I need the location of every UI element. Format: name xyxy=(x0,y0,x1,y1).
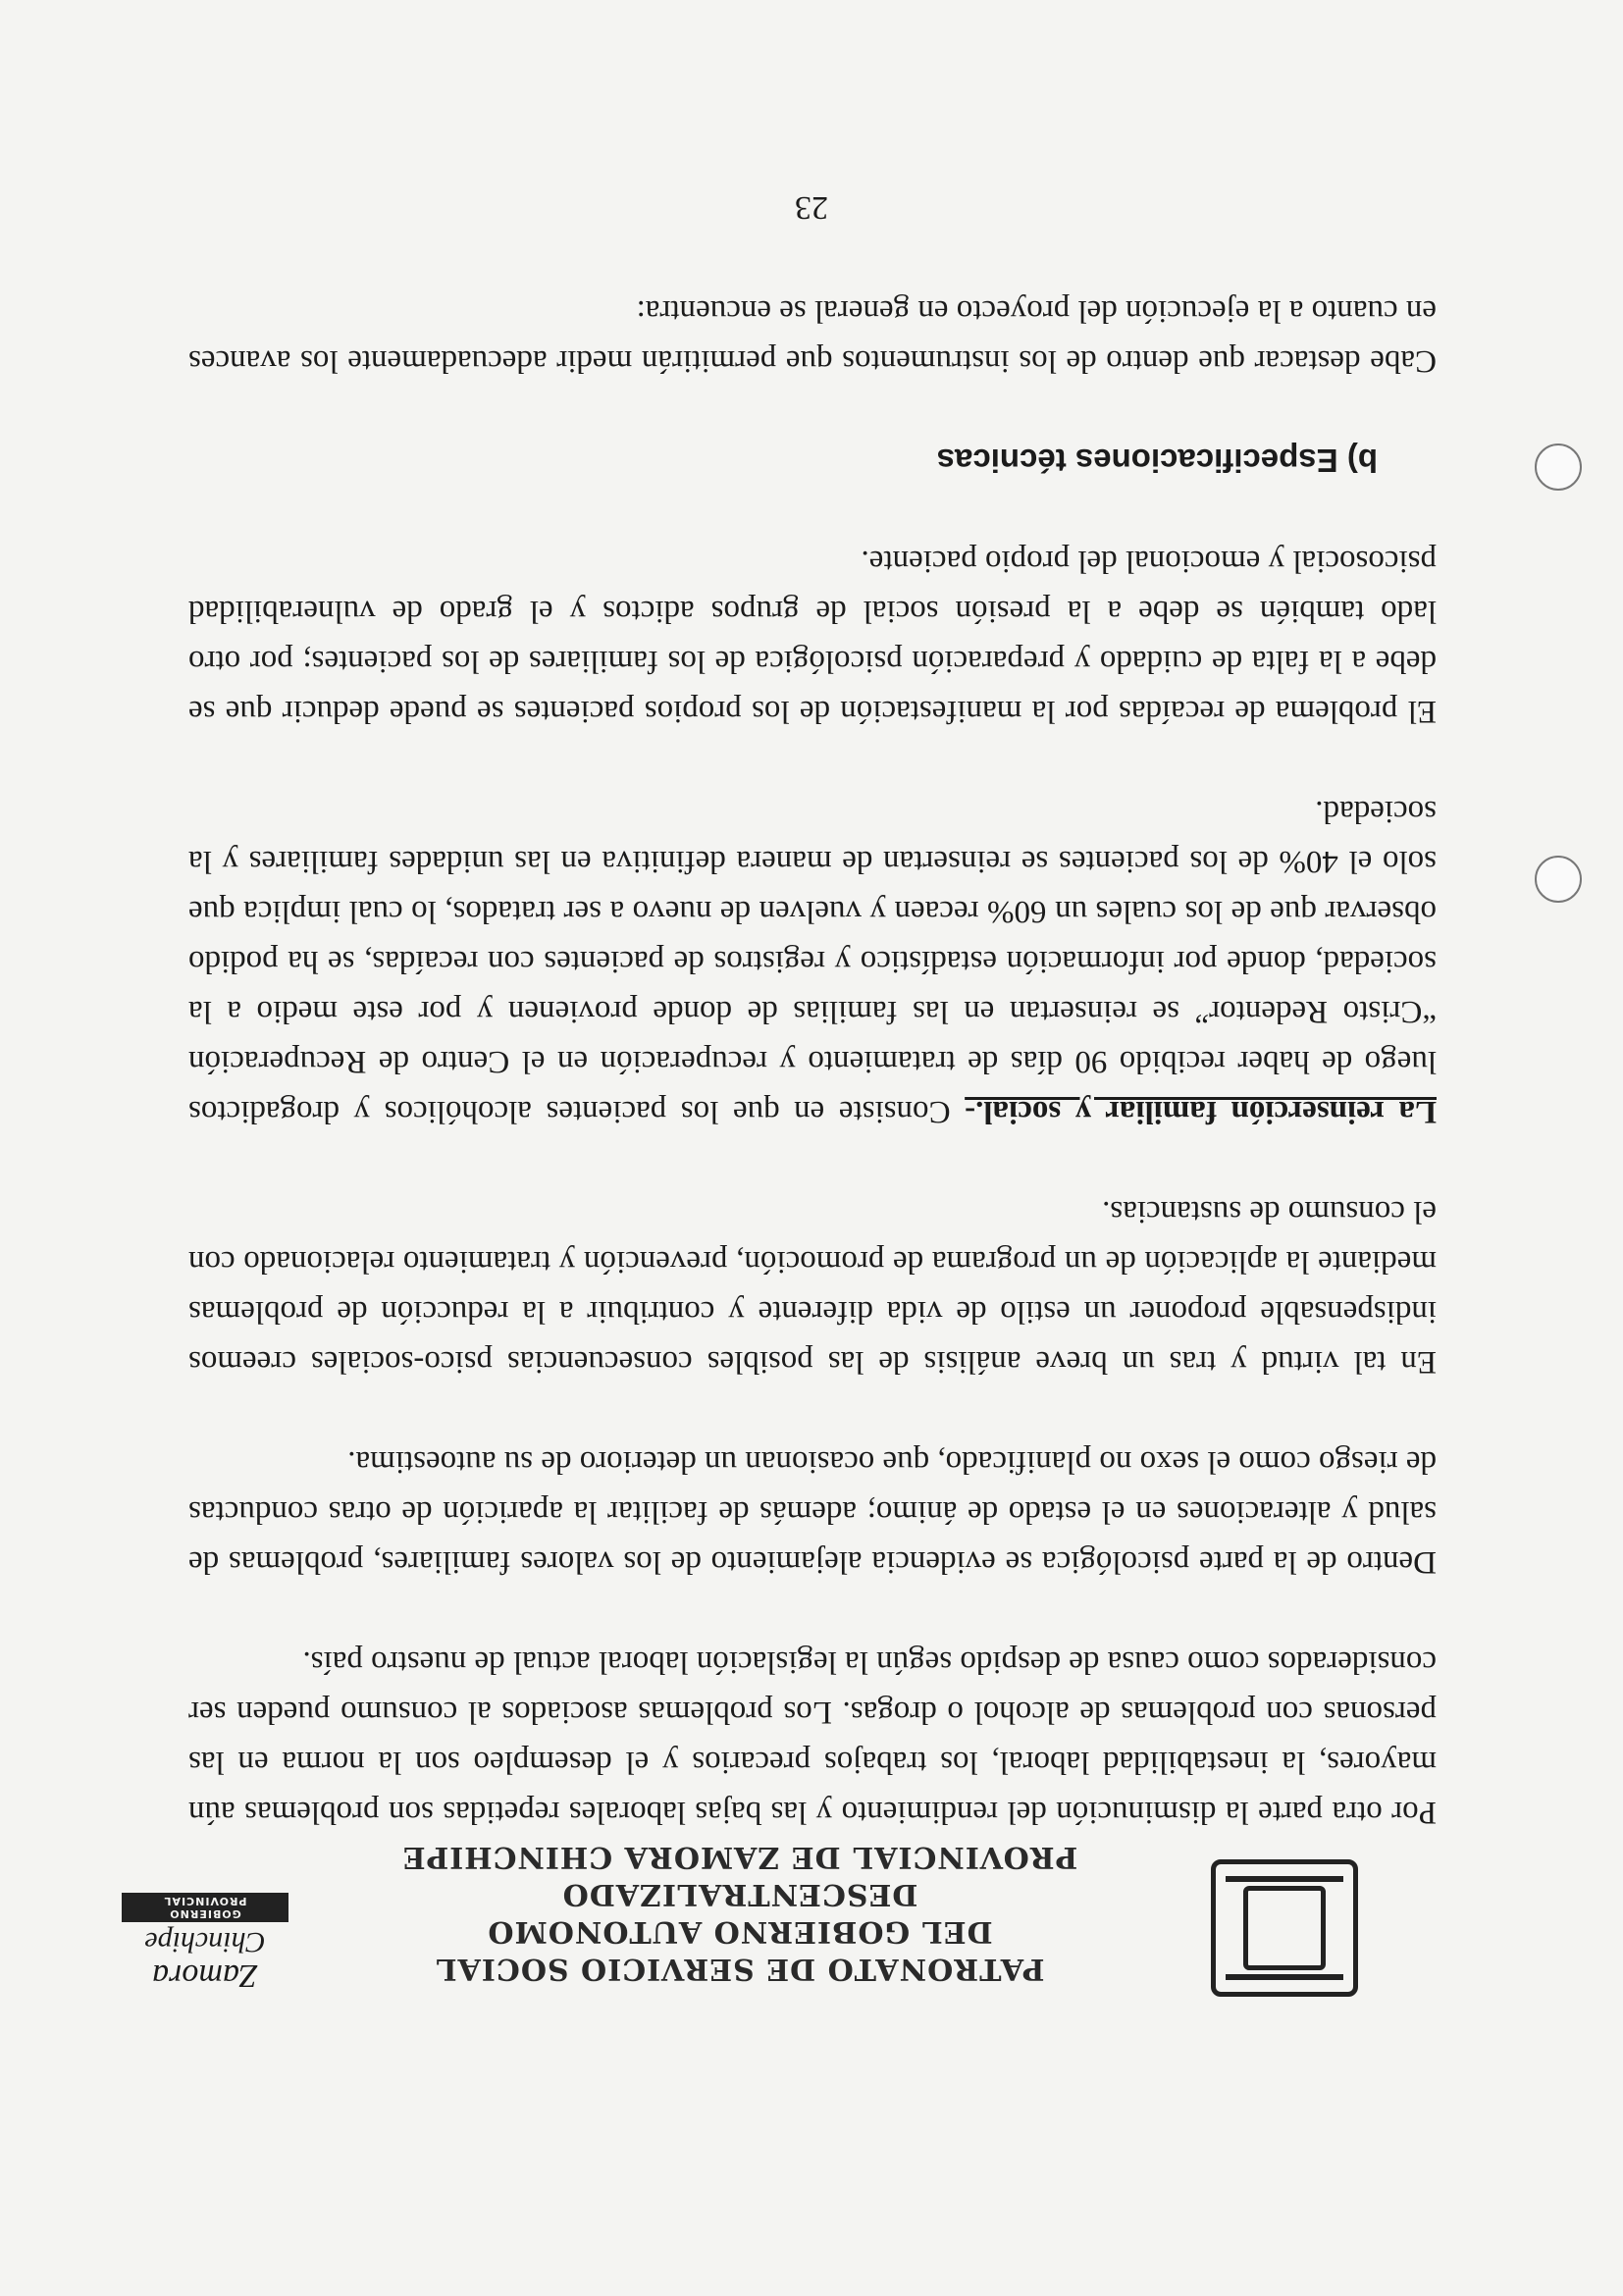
institution-name xyxy=(367,1838,1113,1987)
logo-word-1: Zamora xyxy=(152,1957,258,1994)
section-subheading: b) Especificaciones técnicas xyxy=(936,443,1378,479)
logo-tag: GOBIERNO PROVINCIAL xyxy=(122,1893,288,1922)
institution-line-2: DEL GOBIERNO AUTONOMO DESCENTRALIZADO xyxy=(487,1877,993,1949)
letterhead xyxy=(0,1830,1623,1997)
institution-crest-icon xyxy=(1211,1859,1358,1997)
paragraph-6 xyxy=(188,286,1437,386)
paragraph-5-text: El problema de recaídas por la manifestación de los propios pacientes se puede deducir que se debe a la falta de cuidado y preparación psicológica de los familiares de los pacientes; por otro lado también se debe a la presión social de grupos adictos y el grado de vulnerabilidad psicosocial y emocional del propio paciente. xyxy=(188,544,1437,729)
paragraph-3-text: En tal virtud y tras un breve análisis de las posibles consecuencias psico-sociales creemos indispensable proponer un estilo de vida diferente y contribuir a la reducción de problemas mediante la aplicación de un programa de promoción, prevención y tratamiento relacionado con el consumo de sustancias. xyxy=(188,1194,1437,1380)
paragraph-4-text: Consiste en que los pacientes alcohólicos y drogadictos luego de haber recibido 90 días de tratamiento y recuperación en el Centro de Recuperación “Cristo Redentor” se reinsertan en las familias de donde provienen y por este medio a la sociedad, donde por información estadístico y registros de pacientes con recaídas, se ha podido observar que de los cuales un 60% recaen y vuelven de nuevo a ser tratados, lo cual implica que solo el 40% de los pacientes se reinsertan de manera definitiva en las unidades familiares y la sociedad. xyxy=(188,794,1437,1129)
paragraph-4 xyxy=(188,786,1437,1136)
paragraph-3 xyxy=(188,1186,1437,1386)
page-number: 23 xyxy=(795,189,828,226)
punch-hole-top xyxy=(1535,856,1582,903)
punch-hole-bottom xyxy=(1535,444,1582,491)
institution-line-3: PROVINCIAL DE ZAMORA CHINCHIPE xyxy=(401,1840,1078,1874)
body-text xyxy=(188,235,1437,1837)
paragraph-5 xyxy=(188,536,1437,736)
reinsertion-heading: La reinserción familiar y social.- xyxy=(965,1094,1437,1129)
institution-line-1: PATRONATO DE SERVICIO SOCIAL xyxy=(435,1952,1045,1986)
paragraph-2-text: Dentro de la parte psicológica se evidencia alejamiento de los valores familiares, problemas de salud y alteraciones en el estado de ánimo; además de facilitar la aparición de otras conductas de riesgo como el sexo no planificado, que ocasionan un deterioro de su autoestima. xyxy=(188,1444,1437,1580)
logo-word-2: Chinchipe xyxy=(144,1926,266,1958)
zamora-chinchipe-logo xyxy=(122,1893,288,1993)
paragraph-1-text: Por otra parte la disminución del rendimiento y las bajas laborales repetidas son problemas aún mayores, la inestabilidad laboral, los trabajos precarios y el desempleo son la norma en las personas con problemas de alcohol o drogas. Los problemas asociados al consumo pueden ser considerados como causa de despido según la legislación laboral actual de nuestro país. xyxy=(188,1644,1437,1830)
paragraph-6-text: Cabe destacar que dentro de los instrumentos que permitirán medir adecuadamente los avances en cuanto a la ejecución del proyecto en general se encuentra: xyxy=(188,293,1437,379)
paragraph-1 xyxy=(188,1637,1437,1837)
paragraph-2 xyxy=(188,1436,1437,1587)
